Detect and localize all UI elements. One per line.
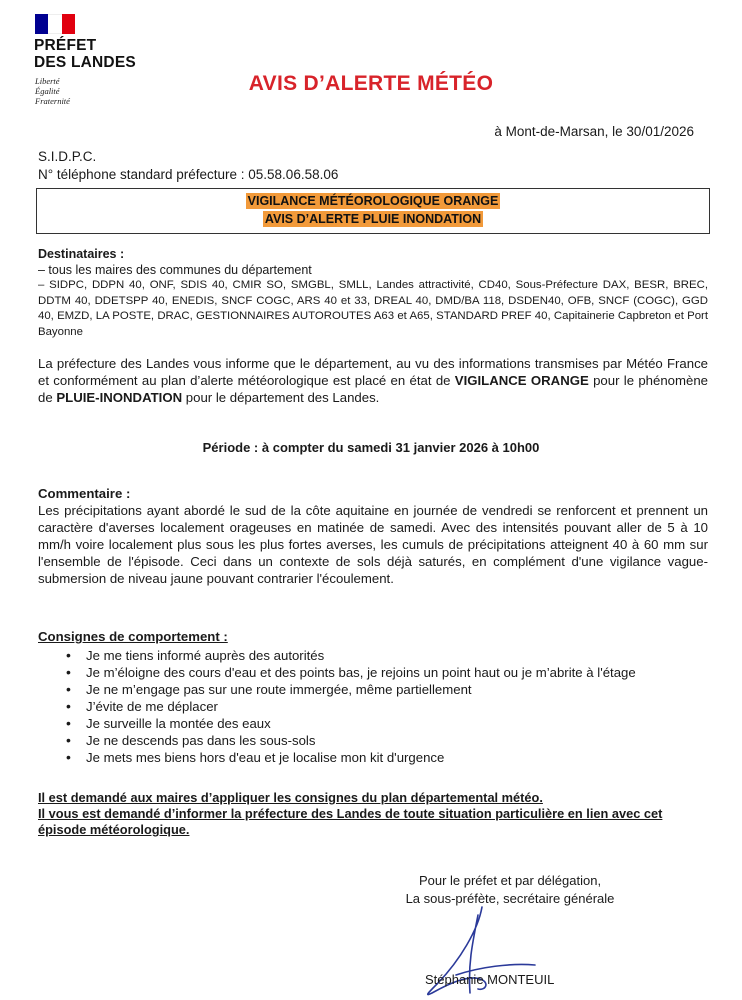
recipients-mayors: – tous les maires des communes du département [38,263,312,277]
instruction-item: • Je mets mes biens hors d'eau et je localise mon kit d'urgence [86,749,708,766]
prefecture-name-line1: PRÉFET [34,37,97,54]
alert-type: AVIS D’ALERTE PLUIE INONDATION [264,212,482,226]
instruction-item: • Je m’éloigne des cours d'eau et des points bas, je rejoins un point haut ou je m’abrite à l'étage [86,664,708,681]
document-title: AVIS D’ALERTE MÉTÉO [248,72,494,95]
intro-phenomenon: PLUIE-INONDATION [56,390,183,405]
alert-period: Période : à compter du samedi 31 janvier 2026 à 10h00 [202,440,540,455]
sender-info [38,148,338,184]
signer-name: Stéphanie MONTEUIL [425,972,555,987]
comment-text: Les précipitations ayant abordé le sud de la côte aquitaine en journée de vendredi se renforcent et prennent un caractère d'averses localement orageuses en matinée de samedi. Avec des intensités pouvant aller de 5 à 10 mm/h voire localement plus sous les plus fortes averses, les cumuls de précipitations atteignent 40 à 60 mm sur l'ensemble de l'épisode. Ceci dans un contexte de sols déjà saturés, en complément d'une vigilance vague-submersion de niveau jaune pouvant contrarier l'écoulement. [38,503,708,586]
signature-role: La sous-préfète, secrétaire générale [405,891,615,906]
phone-number: N° téléphone standard préfecture : 05.58.06.58.06 [38,167,339,182]
instruction-item: • Je ne descends pas dans les sous-sols [86,732,708,749]
mayors-request [38,790,708,838]
signature-delegation: Pour le préfet et par délégation, [418,873,602,888]
motto-fraternite: Fraternité [35,96,70,106]
instructions-heading: Consignes de comportement : [38,629,228,644]
intro-text-3: pour le département des Landes. [182,390,380,405]
service-name: S.I.D.P.C. [38,149,97,164]
instruction-item: • J’évite de me déplacer [86,698,708,715]
mayors-request-line2: Il vous est demandé d’informer la préfecture des Landes de toute situation particulière en lien avec cet épisode météorologique. [38,806,663,837]
intro-text-1: La préfecture des Landes vous informe que le département, au vu des informations transmises par Météo France et conformément au plan d’alerte météorologique est placé en état de [38,356,708,388]
vigilance-box [36,188,710,234]
instruction-item: • Je surveille la montée des eaux [86,715,708,732]
intro-paragraph [38,355,708,406]
recipients-heading: Destinataires : [38,247,125,261]
instruction-item: • Je ne m’engage pas sur une route immergée, même partiellement [86,681,708,698]
recipients-services: – SIDPC, DDPN 40, ONF, SDIS 40, CMIR SO, SMGBL, SMLL, Landes attractivité, CD40, Sous-Préfecture DAX, BESR, BREC, DDTM 40, DDETSPP 40, ENEDIS, SNCF COGC, ARS 40 et 33, DREAL 40, DMD/BA 118, DSDEN40, OFB, SNCF (COGC), GGD 40, EMZD, LA POSTE, DRAC, GESTIONNAIRES AUTOROUTES A63 et A65, STANDARD PREF 40, Capitainerie Capbreton et Port Bayonne [38,279,708,338]
motto-liberte: Liberté [35,76,60,86]
signature-block [380,872,640,908]
comment-heading: Commentaire : [38,486,131,501]
instructions-section [38,628,708,766]
prefecture-name [34,37,136,71]
vigilance-level: VIGILANCE MÉTÉOROLOGIQUE ORANGE [247,194,499,208]
instruction-item: • Je me tiens informé auprès des autorités [86,647,708,664]
motto-egalite: Égalité [35,86,60,96]
intro-text-2: pour le phénomène de [38,373,708,405]
recipients-section [38,246,708,340]
instructions-list [38,647,708,766]
prefecture-name-line2: DES LANDES [34,54,136,71]
comment-section [38,485,708,587]
place-date: à Mont-de-Marsan, le 30/01/2026 [494,124,694,139]
french-flag-logo [35,14,75,34]
intro-vigilance-orange: VIGILANCE ORANGE [454,373,589,388]
mayors-request-line1: Il est demandé aux maires d’appliquer les consignes du plan départemental météo. [38,790,543,805]
